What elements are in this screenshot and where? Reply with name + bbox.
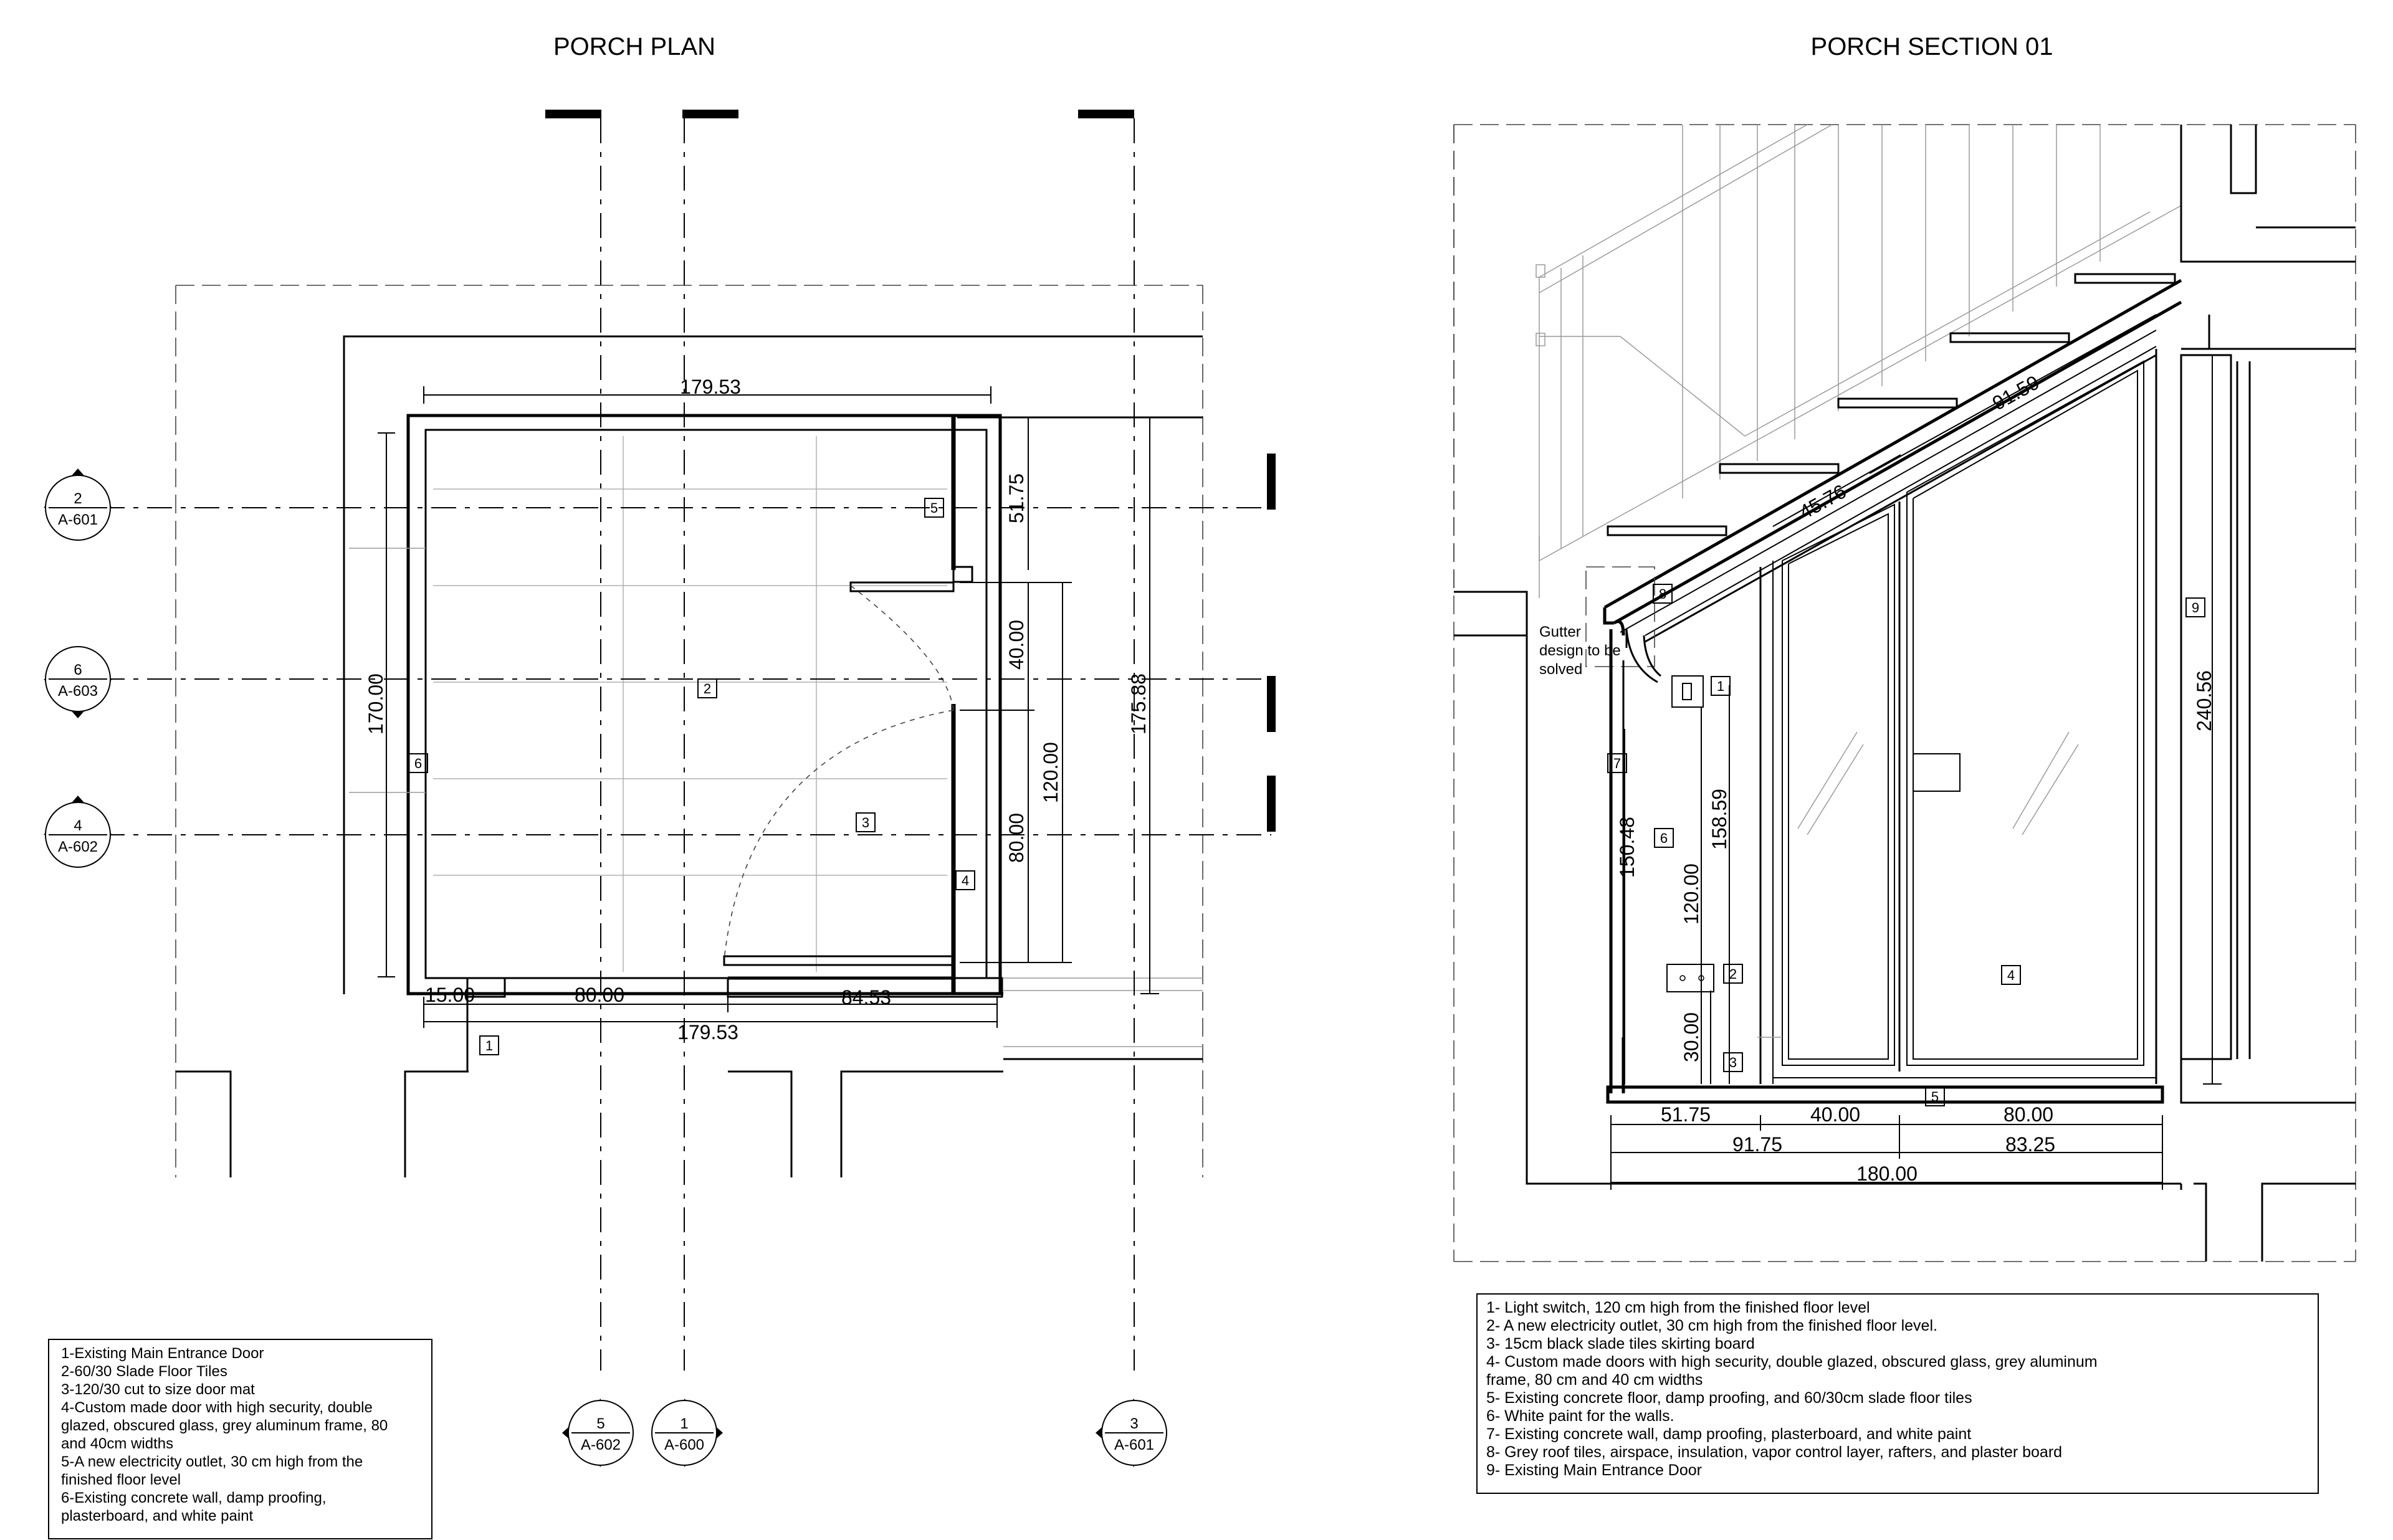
svg-text:6: 6 xyxy=(74,662,82,678)
plan-tag: 5 xyxy=(930,500,939,516)
section-note: 6- White paint for the walls. xyxy=(1486,1407,1674,1425)
dim-height-right: 240.56 xyxy=(2193,670,2215,731)
plan-note: 1-Existing Main Entrance Door xyxy=(61,1345,264,1362)
dim-bottom-c: 84.53 xyxy=(841,986,892,1009)
plan-door-swing xyxy=(724,582,953,965)
svg-text:3: 3 xyxy=(1130,1415,1139,1432)
plan-section-bubbles xyxy=(44,468,1167,1467)
section-bubble xyxy=(44,647,112,718)
dim-roof-long: 91.59 xyxy=(1988,371,2043,415)
plan-note: 3-120/30 cut to size door mat xyxy=(61,1381,255,1398)
plan-section-lines xyxy=(100,114,1271,1371)
svg-text:5: 5 xyxy=(596,1415,605,1432)
section-notes-box xyxy=(1477,1294,2318,1493)
svg-text:1: 1 xyxy=(680,1415,689,1432)
gutter-note-line: design to be xyxy=(1539,642,1621,659)
section-tag: 9 xyxy=(2191,600,2200,616)
section-gutter-note xyxy=(1539,624,1621,678)
section-bubble xyxy=(44,468,112,540)
plan-note: 2-60/30 Slade Floor Tiles xyxy=(61,1363,227,1380)
dim-bot-e: 83.25 xyxy=(2005,1133,2056,1156)
svg-text:2: 2 xyxy=(74,490,82,507)
plan-note: plasterboard, and white paint xyxy=(61,1508,254,1524)
dim-bot-c: 80.00 xyxy=(2003,1103,2054,1126)
section-tag: 8 xyxy=(1658,586,1667,602)
dim-bot-total: 180.00 xyxy=(1856,1162,1918,1185)
dim-right-door-bottom: 80.00 xyxy=(1005,812,1028,863)
plan-tag: 4 xyxy=(961,873,970,888)
section-note: frame, 80 cm and 40 cm widths xyxy=(1486,1371,1703,1389)
svg-text:4: 4 xyxy=(74,817,82,834)
svg-text:A-601: A-601 xyxy=(57,511,98,528)
dim-height-120: 120.00 xyxy=(1680,863,1703,924)
plan-note: finished floor level xyxy=(61,1471,181,1488)
svg-text:A-601: A-601 xyxy=(1114,1437,1155,1453)
dim-left-height: 170.00 xyxy=(365,673,387,734)
plan-notes-box xyxy=(49,1339,432,1539)
section-tag: 2 xyxy=(1729,966,1737,982)
dim-right-top: 51.75 xyxy=(1005,473,1028,524)
section-existing-walls xyxy=(1454,125,2356,1262)
section-tag: 6 xyxy=(1660,830,1668,846)
dim-bot-b: 40.00 xyxy=(1810,1103,1861,1126)
section-tag: 3 xyxy=(1729,1055,1737,1070)
section-fixtures xyxy=(1667,676,1714,992)
dim-right-door-total: 120.00 xyxy=(1039,742,1062,803)
section-note: 5- Existing concrete floor, damp proofing, and 60/30cm slade floor tiles xyxy=(1486,1389,1972,1407)
svg-text:A-603: A-603 xyxy=(57,683,98,700)
plan-tag: 2 xyxy=(703,681,712,696)
plan-tag: 3 xyxy=(861,815,870,830)
svg-text:A-602: A-602 xyxy=(580,1437,621,1453)
gutter-note-line: solved xyxy=(1539,661,1583,678)
dim-height-30: 30.00 xyxy=(1680,1012,1703,1063)
plan-title: PORCH PLAN xyxy=(553,33,716,60)
section-note: 1- Light switch, 120 cm high from the finished floor level xyxy=(1486,1299,1870,1316)
dim-bottom-width: 179.53 xyxy=(677,1021,738,1043)
plan-floor-tile-grid xyxy=(349,436,947,972)
plan-note: 6-Existing concrete wall, damp proofing, xyxy=(61,1490,327,1506)
section-tag: 5 xyxy=(1931,1089,1939,1105)
section-bubble xyxy=(44,796,112,867)
plan-porch-walls xyxy=(408,416,1003,997)
section-roof xyxy=(1586,280,2181,667)
section-bubble xyxy=(1096,1399,1167,1467)
section-bubble xyxy=(652,1399,723,1467)
section-note: 7- Existing concrete wall, damp proofing, plasterboard, and white paint xyxy=(1486,1425,1972,1443)
dim-top-width: 179.53 xyxy=(680,376,741,398)
section-dimension-texts xyxy=(1616,371,2215,1185)
section-note: 3- 15cm black slade tiles skirting board xyxy=(1486,1335,1755,1352)
dim-right-door-top: 40.00 xyxy=(1005,619,1028,670)
plan-note: 4-Custom made door with high security, double xyxy=(61,1399,373,1416)
dim-bottom-b: 80.00 xyxy=(574,984,625,1006)
section-note: 9- Existing Main Entrance Door xyxy=(1486,1462,1702,1479)
plan-dimension-lines xyxy=(378,386,1159,1028)
section-tag: 4 xyxy=(2007,967,2015,983)
dim-height-switch: 158.59 xyxy=(1708,789,1731,850)
svg-text:A-602: A-602 xyxy=(57,839,98,855)
section-tag: 1 xyxy=(1716,678,1725,694)
section-tag: 7 xyxy=(1613,756,1622,771)
section-title: PORCH SECTION 01 xyxy=(1810,33,2053,60)
plan-tag: 6 xyxy=(414,756,423,771)
dim-bottom-a: 15.00 xyxy=(424,984,475,1006)
section-frame xyxy=(1454,125,2356,1262)
plan-context-outline xyxy=(176,285,1203,1177)
gutter-note-line: Gutter xyxy=(1539,624,1581,640)
section-note: 2- A new electricity outlet, 30 cm high from the finished floor level. xyxy=(1486,1317,1937,1334)
porch-plan xyxy=(44,33,1271,1539)
plan-tag: 1 xyxy=(485,1038,494,1053)
section-bubble xyxy=(562,1399,633,1467)
dim-right-total: 175.88 xyxy=(1127,673,1150,734)
dim-bot-a: 51.75 xyxy=(1660,1103,1711,1126)
svg-text:A-600: A-600 xyxy=(664,1437,705,1453)
plan-note: and 40cm widths xyxy=(61,1435,174,1452)
section-note: 8- Grey roof tiles, airspace, insulation, vapor control layer, rafters, and plaster board xyxy=(1486,1443,2063,1461)
dim-roof-short: 45.76 xyxy=(1795,480,1850,524)
dim-bot-d: 91.75 xyxy=(1732,1133,1783,1156)
dim-height-wall: 150.48 xyxy=(1616,817,1638,878)
plan-note: glazed, obscured glass, grey aluminum frame, 80 xyxy=(61,1417,388,1434)
section-note: 4- Custom made doors with high security, double glazed, obscured glass, grey aluminum xyxy=(1486,1353,2098,1371)
porch-section xyxy=(1454,33,2356,1493)
plan-note: 5-A new electricity outlet, 30 cm high from the xyxy=(61,1453,363,1470)
